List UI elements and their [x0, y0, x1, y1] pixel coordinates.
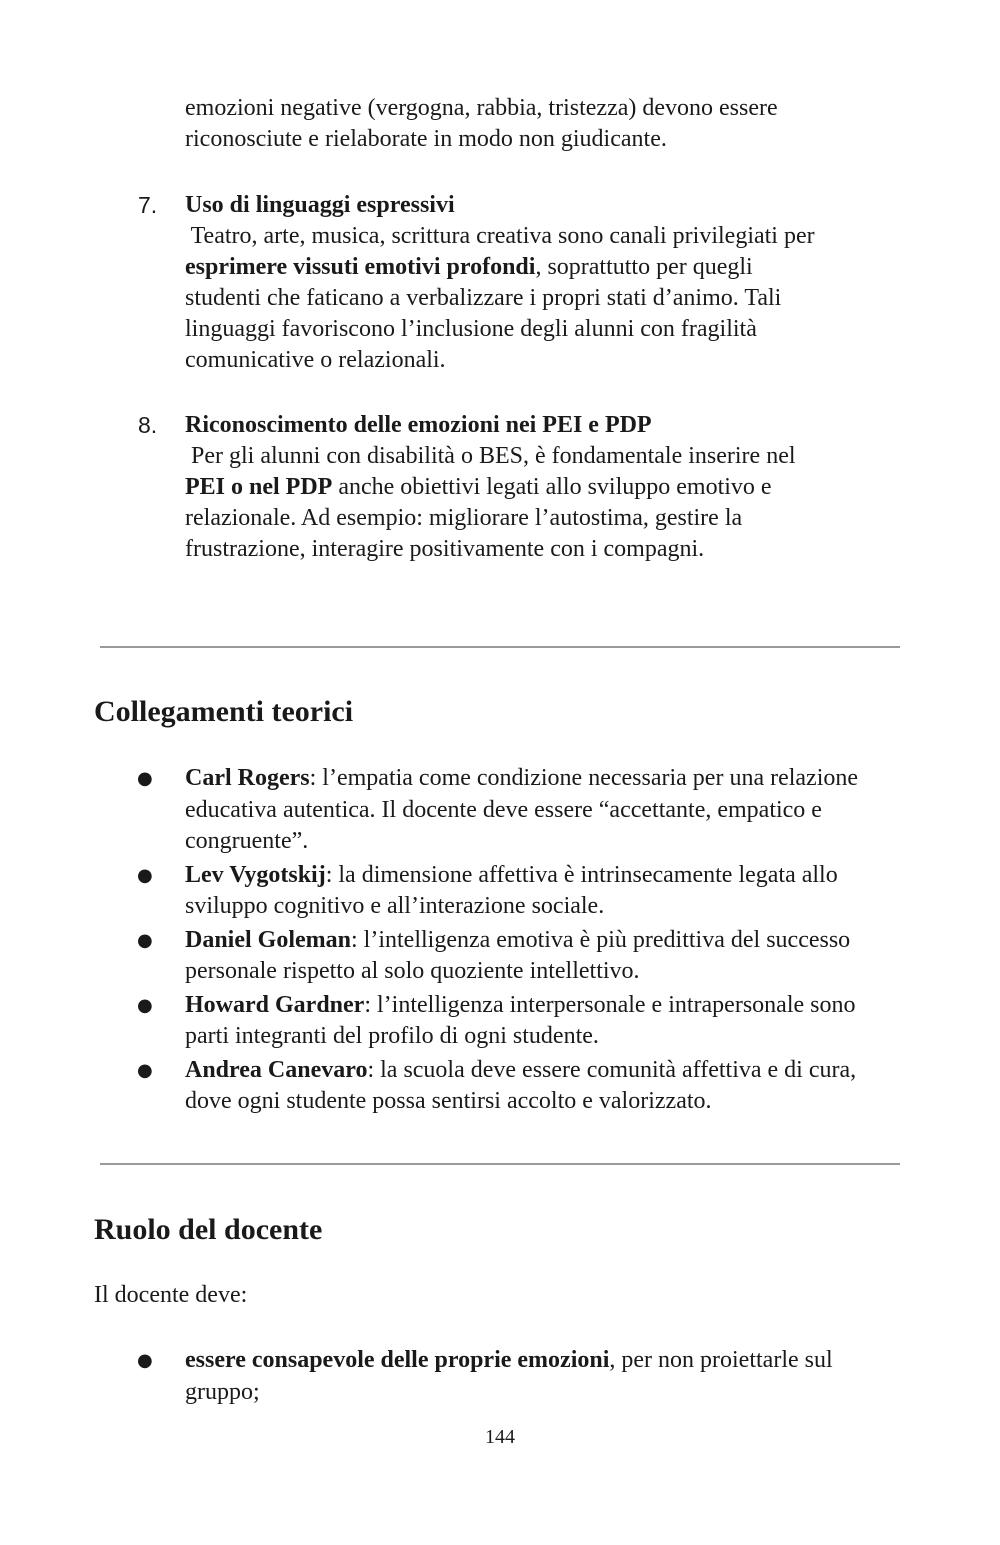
item-text: , soprattutto per quegli — [535, 254, 753, 280]
bullet-text: , per non proiettarle sul gruppo; — [185, 1347, 833, 1405]
bullet-icon: ● — [137, 768, 153, 789]
bullet-emphasis: essere consapevole delle proprie emozioni — [185, 1347, 610, 1373]
continuation-line: emozioni negative (vergogna, rabbia, tristezza) devono essere — [185, 95, 778, 121]
bullet-text: : l’intelligenza emotiva è più predittiva del successo personale rispetto al solo quoziente intellettivo. — [185, 926, 851, 984]
author-name: Howard Gardner — [185, 991, 365, 1018]
bullet-icon: ● — [137, 1350, 153, 1371]
page-number: 144 — [485, 1426, 515, 1448]
list-item — [0, 925, 905, 988]
item-line: Teatro, arte, musica, scrittura creativa sono canali privilegiati per — [185, 223, 815, 249]
numbered-item — [185, 190, 905, 376]
teacher-bullet-list — [0, 1345, 1000, 1410]
item-line: linguaggi favoriscono l’inclusione degli alunni con fragilità — [185, 316, 757, 342]
item-title: Riconoscimento delle emozioni nei PEI e PDP — [185, 412, 652, 438]
section-heading: Ruolo del docente — [94, 1213, 323, 1246]
numbered-item — [185, 410, 905, 565]
list-item — [0, 1345, 905, 1408]
bullet-text: : l’empatia come condizione necessaria per una relazione educativa autentica. Il docente deve essere “accettante, empatico e congruente”. — [185, 765, 859, 854]
bullet-icon: ● — [137, 929, 153, 951]
list-item — [0, 990, 905, 1053]
bullet-icon: ● — [137, 1059, 153, 1081]
continuation-paragraph — [185, 93, 905, 155]
section-heading: Collegamenti teorici — [94, 695, 354, 728]
bullet-text: : l’intelligenza interpersonale e intrapersonale sono parti integranti del profilo di ogni studente. — [185, 991, 856, 1049]
author-name: Andrea Canevaro — [185, 1056, 368, 1083]
bullet-text: : la dimensione affettiva è intrinsecamente legata allo sviluppo cognitivo e all’interazione sociale. — [185, 861, 838, 919]
item-number: 7. — [138, 192, 158, 218]
section-divider — [100, 646, 900, 648]
bullet-icon: ● — [137, 864, 153, 886]
theory-bullet-list — [0, 763, 1000, 1120]
continuation-line: riconosciute e rielaborate in modo non giudicante. — [185, 126, 667, 152]
author-name: Daniel Goleman — [185, 926, 351, 953]
item-text: anche obiettivi legati allo sviluppo emotivo e — [332, 474, 772, 500]
item-number: 8. — [138, 412, 158, 438]
item-line — [185, 252, 905, 283]
author-name: Carl Rogers — [185, 765, 310, 791]
item-line: comunicative o relazionali. — [185, 347, 446, 373]
author-name: Lev Vygotskij — [185, 861, 326, 888]
list-item — [0, 1055, 905, 1118]
item-emphasis: esprimere vissuti emotivi profondi — [185, 254, 536, 280]
item-line: Per gli alunni con disabilità o BES, è fondamentale inserire nel — [185, 443, 796, 469]
item-line: studenti che faticano a verbalizzare i propri stati d’animo. Tali — [185, 285, 782, 311]
section-intro: Il docente deve: — [94, 1282, 248, 1308]
list-item — [0, 763, 905, 858]
list-item — [0, 860, 905, 923]
item-emphasis: PEI o nel PDP — [185, 474, 333, 500]
item-line: relazionale. Ad esempio: migliorare l’autostima, gestire la — [185, 505, 743, 531]
bullet-icon: ● — [137, 994, 153, 1016]
item-line: frustrazione, interagire positivamente con i compagni. — [185, 536, 705, 562]
item-line — [185, 472, 905, 503]
item-title: Uso di linguaggi espressivi — [185, 192, 455, 218]
section-divider — [100, 1163, 900, 1165]
bullet-text: : la scuola deve essere comunità affettiva e di cura, dove ogni studente possa sentirsi accolto e valorizzato. — [185, 1056, 857, 1114]
